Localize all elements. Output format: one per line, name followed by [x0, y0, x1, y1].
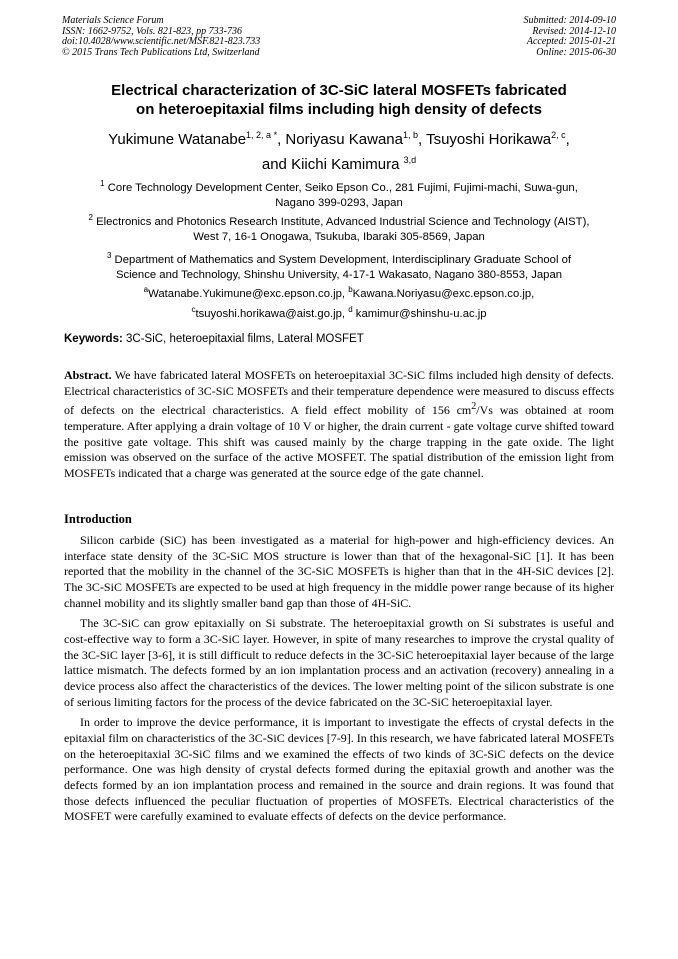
- date-online: Online: 2015-06-30: [536, 46, 616, 58]
- email-c-marker: c: [191, 305, 196, 315]
- email-b: Kawana.Noriyasu@exc.epson.co.jp,: [352, 287, 535, 300]
- email-d: kamimur@shinshu-u.ac.jp: [355, 308, 487, 321]
- author-1-affil: 1, 2, a *: [246, 130, 278, 140]
- abstract-superscript: 2: [471, 401, 477, 413]
- affiliation-1-number: 1: [100, 179, 105, 188]
- paper-title: [40, 81, 638, 119]
- affiliation-1-line-1: Core Technology Development Center, Seiko Epson Co., 281 Fujimi, Fujimi-machi, Suwa-gun,: [107, 181, 578, 194]
- email-a-marker: a: [143, 285, 149, 294]
- affiliation-3-line-2: Science and Technology, Shinshu University, 4-17-1 Wakasato, Nagano 380-8553, Japan: [115, 269, 563, 282]
- author-2: Noriyasu Kawana: [285, 131, 403, 148]
- author-3: Tsuyoshi Horikawa: [426, 131, 552, 148]
- introduction-heading: Introduction: [64, 512, 132, 526]
- publication-dates: [524, 16, 617, 58]
- title-line-2: on heteroepitaxial films including high density of defects: [136, 101, 542, 118]
- date-revised: Revised: 2014-12-10: [532, 25, 616, 37]
- affiliation-2: [60, 210, 618, 246]
- keywords-text: 3C-SiC, heteroepitaxial films, Lateral MOSFET: [126, 333, 364, 345]
- email-c: tsuyoshi.horikawa@aist.go.jp,: [195, 308, 346, 321]
- email-b-marker: b: [348, 285, 353, 294]
- journal-copyright: © 2015 Trans Tech Publications Ltd, Switzerland: [62, 46, 260, 58]
- introduction-body: [64, 533, 614, 830]
- affiliation-3: [60, 248, 618, 284]
- author-1: Yukimune Watanabe: [108, 131, 247, 148]
- intro-paragraph-3: In order to improve the device performance, it is important to investigate the effects of crystal defects in the epitaxial film on characteristics of the 3C-SiC devices [7-9]. In this research, we have fabricated lateral MOSFETs on the heteroepitaxial 3C-SiC films and we examined the effects of two kinds of 3C-SiC defects on the device performance. One was high density of crystal defects formed during the epitaxial growth and another was the defects formed by an ion implantation process and remained in the source and drain regions. It was found that those defects influenced the peculiar fluctuation of properties of MOSFETs. Electrical characteristics of the MOSFET were carefully examined to evaluate effects of defects on the device performance.: [64, 715, 614, 824]
- author-2-affil: 1, b: [402, 130, 418, 140]
- journal-doi: doi:10.4028/www.scientific.net/MSF.821-823.733: [62, 36, 261, 48]
- intro-paragraph-2: The 3C-SiC can grow epitaxially on Si substrate. The heteroepitaxial growth on Si substrates is useful and cost-effective way to form a 3C-SiC layer. However, in spite of many researches to improve the crystal quality of the 3C-SiC layer [3-6], it is still difficult to reduce defects in the 3C-SiC heteroepitaxial layer because of the large lattice mismatch. The defects formed by an ion implantation process and an activation (recovery) annealing in a device process also affect the characteristics of the devices. The lower melting point of the silicon substrate is one of serious limiting factors for the process of the device fabricated on the 3C-SiC heteroepitaxial layer.: [64, 616, 614, 709]
- affiliation-1: [60, 176, 618, 212]
- abstract-label: Abstract.: [64, 368, 112, 382]
- affiliation-3-number: 3: [106, 251, 112, 260]
- abstract-paragraph: [64, 368, 614, 482]
- affiliation-3-line-1: Department of Mathematics and System Development, Interdisciplinary Graduate School of: [114, 253, 572, 266]
- author-3-affil: 2, c: [551, 130, 566, 140]
- email-d-marker: d: [348, 305, 353, 315]
- journal-name: Materials Science Forum: [62, 15, 164, 26]
- author-emails: [60, 282, 618, 323]
- affiliation-2-line-2: West 7, 16-1 Onogawa, Tsukuba, Ibaraki 305-8569, Japan: [193, 231, 485, 244]
- date-submitted: Submitted: 2014-09-10: [523, 15, 616, 26]
- affiliation-1-line-2: Nagano 399-0293, Japan: [275, 197, 403, 210]
- journal-info: [62, 16, 260, 58]
- author-conjunction: and: [261, 156, 287, 173]
- affiliation-2-line-1: Electronics and Photonics Research Institute, Advanced Industrial Science and Technology (AIST),: [96, 215, 590, 228]
- abstract-text-part-2: /Vs was obtained at room temperature. After applying a drain voltage of 10 V or higher, the drain current - gate voltage curve shifted toward the positive gate voltage. This shift was caused mainly by the charge trapping in the gate oxide. The light emission was observed on the surface of the active MOSFET. The spatial distribution of the emission light from MOSFETs indicated that a charge was generated at the source edge of the gate channel.: [64, 403, 614, 480]
- author-4: Kiichi Kamimura: [291, 156, 400, 173]
- author-4-affil: 3,d: [403, 155, 417, 165]
- date-accepted: Accepted: 2015-01-21: [526, 36, 616, 48]
- abstract-text-part-1: We have fabricated lateral MOSFETs on heteroepitaxial 3C-SiC films included high density of defects. Electrical characteristics of 3C-SiC MOSFETs and their temperature dependence were measured to discuss effects of defects on the electrical characteristics. A field effect mobility of 156 cm: [64, 368, 614, 418]
- affiliation-2-number: 2: [88, 213, 93, 222]
- keywords-label: Keywords:: [64, 333, 123, 345]
- journal-issn: ISSN: 1662-9752, Vols. 821-823, pp 733-736: [62, 25, 242, 37]
- keywords: [64, 333, 364, 345]
- title-line-1: Electrical characterization of 3C-SiC lateral MOSFETs fabricated: [111, 82, 567, 99]
- email-a: Watanabe.Yukimune@exc.epson.co.jp,: [148, 287, 346, 300]
- abstract: [64, 368, 614, 482]
- intro-paragraph-1: Silicon carbide (SiC) has been investigated as a material for high-power and high-efficiency devices. An interface state density of the 3C-SiC MOS structure is lower than that of the hexagonal-SiC [1]. It has been reported that the mobility in the channel of the 3C-SiC MOSFETs is higher than that in the 4H-SiC devices [2]. The 3C-SiC MOSFETs are expected to be used at high frequency in the middle power range because of its higher channel mobility and its slightly smaller band gap than those of 4H-SiC.: [64, 533, 614, 610]
- author-list: Yukimune Watanabe$^{1, 2, a *}$, Noriyasu Kawana$^{1, b}$, Tsuyoshi Horikawa$^{2, c}$, and Kiichi Kamimura $^{3,d}$: [108, 130, 570, 173]
